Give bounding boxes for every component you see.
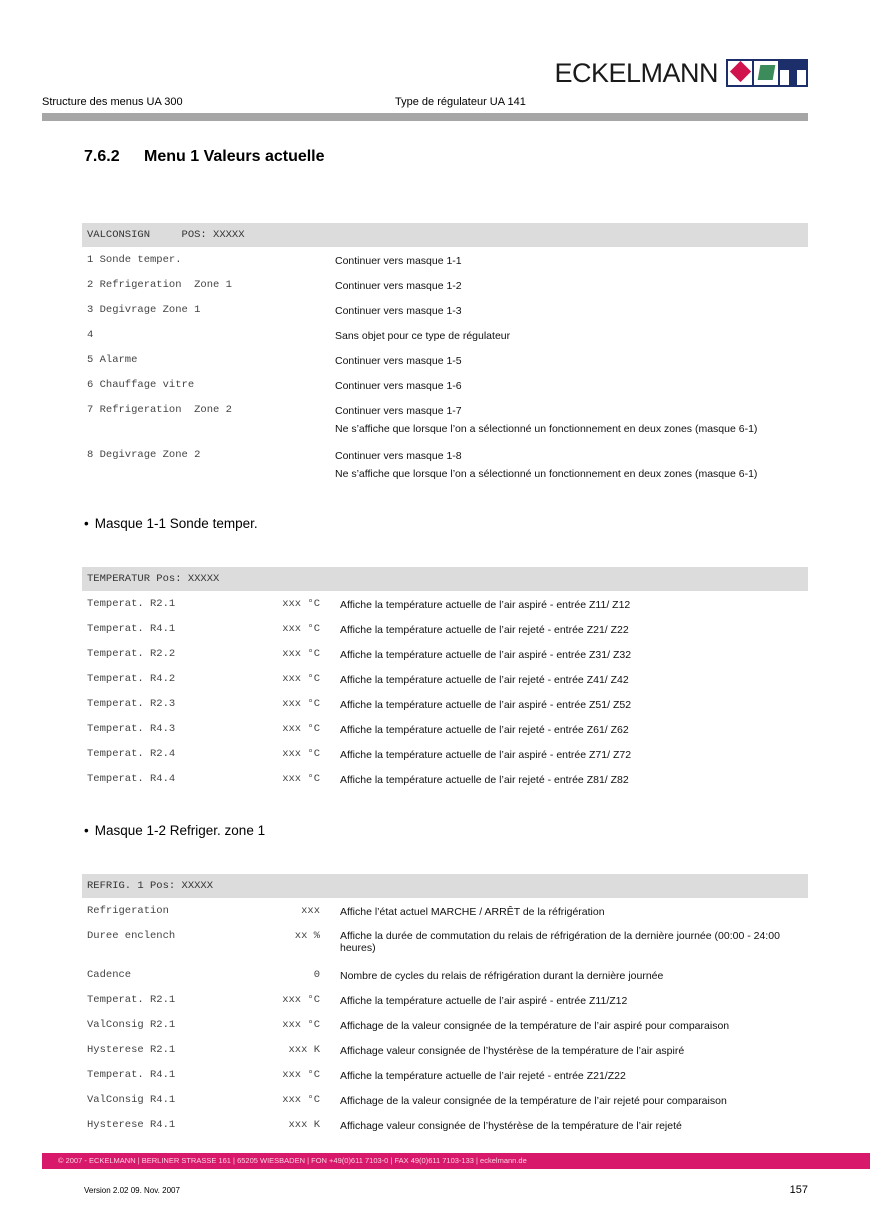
row-description: Affichage de la valeur consignée de la température de l’air rejeté pour comparaison [340,1095,727,1107]
row-description: Affiche la température actuelle de l’air rejeté - entrée Z21/Z22 [340,1070,626,1082]
table-header: REFRIG. 1 Pos: XXXXX [82,874,808,898]
row-value: xxx °C [282,1094,320,1106]
menu1-table [82,223,808,494]
row-description: Continuer vers masque 1-6 [335,380,462,392]
table-row [82,449,808,494]
row-label: Refrigeration [87,905,169,917]
row-description: Affiche l’état actuel MARCHE / ARRÊT de la réfrigération [340,906,605,918]
row-description: Affiche la température actuelle de l’air rejeté - entrée Z81/ Z82 [340,774,629,786]
section-heading [84,148,325,166]
logo-t-icon [780,61,806,85]
row-label: Temperat. R2.3 [87,698,176,710]
row-label: Temperat. R4.3 [87,723,176,735]
row-description: Affiche la température actuelle de l’air aspiré - entrée Z51/ Z52 [340,699,632,711]
row-label: Temperat. R4.1 [87,1069,176,1081]
table-row [82,279,808,304]
table-row [82,379,808,404]
row-description: Affichage de la valeur consignée de la température de l’air aspiré pour comparaison [340,1020,730,1032]
table-row [82,1094,808,1119]
logo-diamond-icon [728,61,754,85]
masque-1-1-heading: • Masque 1-1 Sonde temper. [84,516,258,531]
row-description: Affiche la température actuelle de l’air rejeté - entrée Z41/ Z42 [340,674,629,686]
row-description: Continuer vers masque 1-3 [335,305,462,317]
row-description: Affichage valeur consignée de l’hystérèse de la température de l’air rejeté [340,1120,682,1132]
row-label: 7 Refrigeration Zone 2 [87,404,232,416]
table-row [82,905,808,930]
row-label: 6 Chauffage vitre [87,379,195,391]
table-row [82,1044,808,1069]
row-value: xxx [301,905,320,917]
row-description: Affiche la température actuelle de l’air aspiré - entrée Z11/ Z12 [340,599,631,611]
row-description: Nombre de cycles du relais de réfrigération durant la dernière journée [340,970,664,982]
footer-contact-bar: © 2007 - ECKELMANN | BERLINER STRASSE 161 | 65205 WIESBADEN | FON +49(0)611 7103-0 | FAX 49(0)611 7103-133 | eckelmann.de [42,1153,870,1169]
header-controller-type: Type de régulateur UA 141 [395,96,526,108]
table-header: VALCONSIGN POS: XXXXX [82,223,808,247]
footer-version: Version 2.02 09. Nov. 2007 [84,1186,180,1195]
row-description: Affiche la température actuelle de l’air aspiré - entrée Z11/Z12 [340,995,628,1007]
table-row [82,1019,808,1044]
table-row [82,254,808,279]
row-value: xxx °C [282,598,320,610]
masque-1-2-table [82,874,808,1144]
row-description-line2: Ne s’affiche que lorsque l’on a sélectionné un fonctionnement en deux zones (masque 6-1) [335,468,758,480]
row-value: xxx °C [282,994,320,1006]
row-value: xxx °C [282,723,320,735]
row-description-line1: Continuer vers masque 1-7 [335,405,462,417]
row-value: xxx °C [282,673,320,685]
row-label: 3 Degivrage Zone 1 [87,304,201,316]
row-description: Affiche la température actuelle de l’air rejeté - entrée Z61/ Z62 [340,724,629,736]
table-row [82,354,808,379]
section-number: 7.6.2 [84,148,120,165]
table-row [82,673,808,698]
table-row [82,773,808,798]
row-description: Affiche la durée de commutation du relais de réfrigération de la dernière journée (00:00 - 24:00 heures) [340,930,780,954]
row-label: 4 [87,329,94,341]
row-label: 2 Refrigeration Zone 1 [87,279,232,291]
table-row [82,723,808,748]
table-row [82,623,808,648]
row-label: Cadence [87,969,132,981]
row-label: Temperat. R2.4 [87,748,176,760]
table-row [82,748,808,773]
table-row [82,994,808,1019]
row-label: Hysterese R4.1 [87,1119,176,1131]
row-value: xxx °C [282,648,320,660]
row-value: xxx °C [282,623,320,635]
logo-parallelogram-icon [754,61,780,85]
company-logo [554,58,808,88]
table-row [82,304,808,329]
table-row [82,969,808,994]
row-label: ValConsig R2.1 [87,1019,176,1031]
table-row [82,329,808,354]
table-row [82,930,808,969]
row-value: xxx °C [282,773,320,785]
section-title: Menu 1 Valeurs actuelle [144,148,325,165]
row-label: Temperat. R4.1 [87,623,176,635]
row-value: xxx K [288,1119,320,1131]
row-value: xxx K [288,1044,320,1056]
row-description-line1: Continuer vers masque 1-8 [335,450,462,462]
page-number: 157 [789,1184,808,1196]
row-label: 1 Sonde temper. [87,254,182,266]
row-value: xxx °C [282,1069,320,1081]
row-label: Hysterese R2.1 [87,1044,176,1056]
row-description: Continuer vers masque 1-1 [335,255,462,267]
table-row [82,598,808,623]
row-description-line2: Ne s’affiche que lorsque l’on a sélectionné un fonctionnement en deux zones (masque 6-1) [335,423,758,435]
table-row [82,1069,808,1094]
table-header: TEMPERATUR Pos: XXXXX [82,567,808,591]
row-value: xxx °C [282,698,320,710]
row-label: Duree enclench [87,930,176,942]
row-value: xx % [294,930,320,942]
row-description: Sans objet pour ce type de régulateur [335,330,511,342]
table-row [82,648,808,673]
row-value: xxx °C [282,1019,320,1031]
row-value: 0 [313,969,320,981]
row-label: ValConsig R4.1 [87,1094,176,1106]
header-divider [42,113,808,121]
masque-1-2-heading: • Masque 1-2 Refriger. zone 1 [84,823,265,838]
masque-1-1-table [82,567,808,798]
row-label: 5 Alarme [87,354,138,366]
header-document-title: Structure des menus UA 300 [42,96,183,108]
row-value: xxx °C [282,748,320,760]
logo-mark [726,59,808,87]
row-description: Continuer vers masque 1-2 [335,280,462,292]
row-description: Affiche la température actuelle de l’air aspiré - entrée Z31/ Z32 [340,649,632,661]
table-row [82,1119,808,1144]
row-label: Temperat. R2.1 [87,994,176,1006]
row-description: Affiche la température actuelle de l’air aspiré - entrée Z71/ Z72 [340,749,632,761]
row-description: Affiche la température actuelle de l’air rejeté - entrée Z21/ Z22 [340,624,629,636]
row-label: Temperat. R4.4 [87,773,176,785]
logo-text: ECKELMANN [554,57,718,88]
row-label: Temperat. R2.1 [87,598,176,610]
row-description: Continuer vers masque 1-5 [335,355,462,367]
row-label: Temperat. R4.2 [87,673,176,685]
row-description: Affichage valeur consignée de l’hystérèse de la température de l’air aspiré [340,1045,685,1057]
row-description [335,404,808,436]
table-row [82,404,808,449]
row-label: Temperat. R2.2 [87,648,176,660]
table-row [82,698,808,723]
row-description [335,449,808,481]
row-label: 8 Degivrage Zone 2 [87,449,201,461]
